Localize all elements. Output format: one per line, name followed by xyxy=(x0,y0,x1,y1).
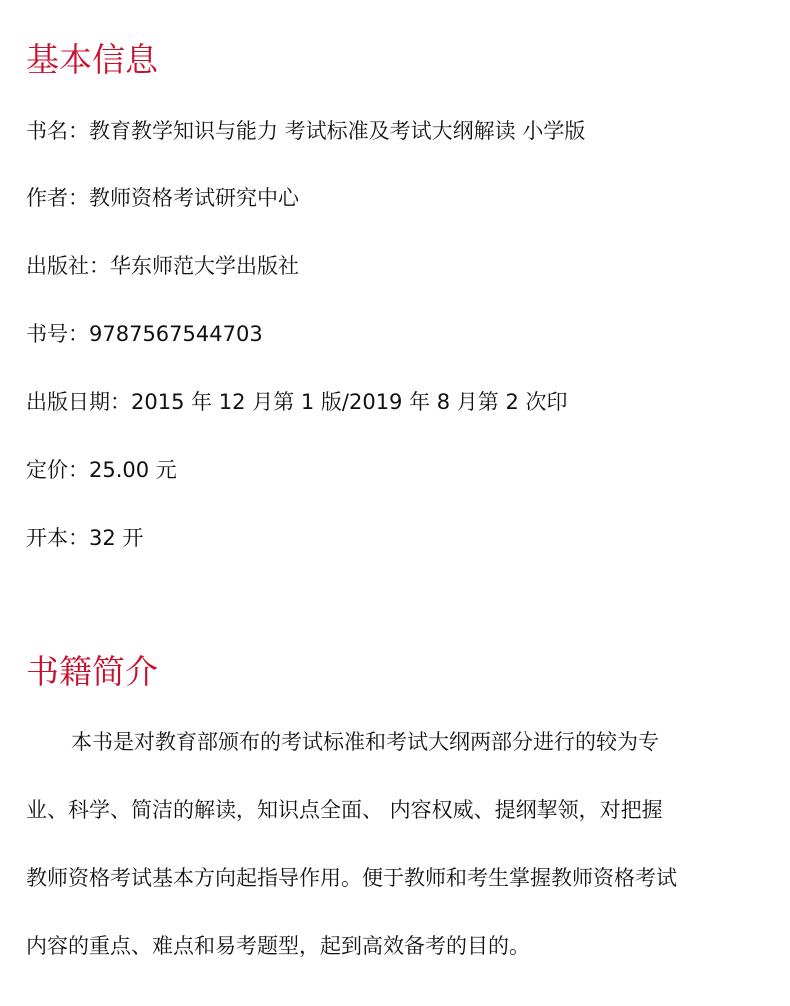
info-row-publisher xyxy=(26,252,299,280)
book-intro-heading: 书籍简介 xyxy=(26,652,158,691)
info-value: 9787567544703 xyxy=(89,322,263,346)
info-row-format xyxy=(26,524,143,552)
info-value: 教师资格考试研究中心 xyxy=(89,186,299,210)
info-label: 书号： xyxy=(26,322,89,346)
info-row-price xyxy=(26,456,177,484)
info-value: 华东师范大学出版社 xyxy=(110,254,299,278)
info-value: 教育教学知识与能力 考试标准及考试大纲解读 小学版 xyxy=(89,119,586,143)
info-label: 出版日期： xyxy=(26,390,131,414)
info-label: 书名： xyxy=(26,119,89,143)
info-row-author xyxy=(26,184,299,212)
info-value: 25.00 元 xyxy=(89,458,177,482)
intro-paragraph-line: 教师资格考试基本方向起指导作用。便于教师和考生掌握教师资格考试 xyxy=(26,866,677,890)
info-row-isbn xyxy=(26,320,263,348)
info-value: 2015 年 12 月第 1 版/2019 年 8 月第 2 次印 xyxy=(131,390,568,414)
info-row-book-title xyxy=(26,117,585,145)
basic-info-heading: 基本信息 xyxy=(26,40,158,79)
info-label: 定价： xyxy=(26,458,89,482)
info-row-publish-date xyxy=(26,388,568,416)
intro-paragraph-line: 内容的重点、难点和易考题型，起到高效备考的目的。 xyxy=(26,934,530,958)
info-label: 开本： xyxy=(26,526,89,550)
info-label: 出版社： xyxy=(26,254,110,278)
info-value: 32 开 xyxy=(89,526,144,550)
intro-paragraph-line: 业、科学、简洁的解读，知识点全面、 内容权威、提纲挈领，对把握 xyxy=(26,798,663,822)
info-label: 作者： xyxy=(26,186,89,210)
intro-paragraph-line: 本书是对教育部颁布的考试标准和考试大纲两部分进行的较为专 xyxy=(71,730,659,754)
